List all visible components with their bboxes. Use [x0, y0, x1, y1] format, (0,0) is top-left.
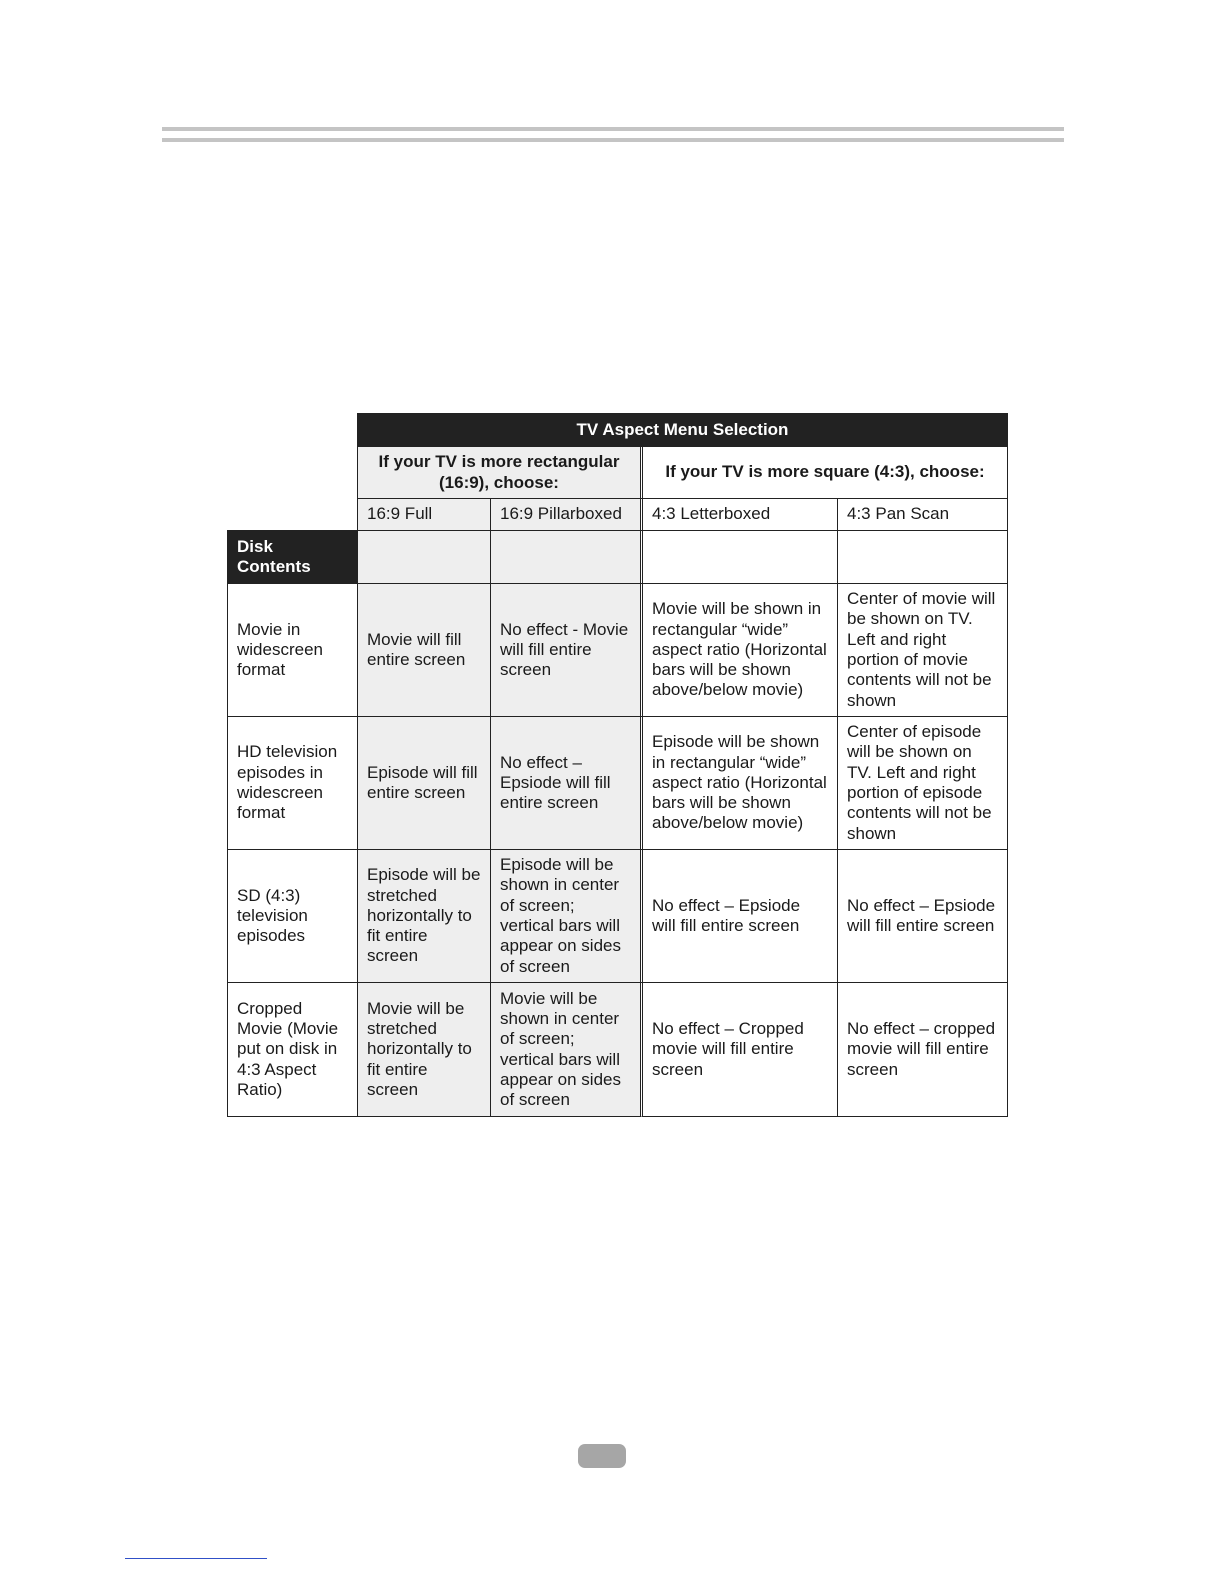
row-header-label: Disk Contents — [227, 530, 358, 584]
table-cell: Movie will be stretched horizontally to fit entire screen — [357, 982, 491, 1117]
header-rule-top — [162, 127, 1064, 131]
empty-cell — [837, 530, 1008, 584]
table-title: TV Aspect Menu Selection — [357, 413, 1008, 447]
empty-cell — [640, 530, 838, 584]
table-cell: No effect – Epsiode will fill entire screen — [640, 849, 838, 983]
row-label: Cropped Movie (Movie put on disk in 4:3 Aspect Ratio) — [227, 982, 358, 1117]
table-cell: Center of episode will be shown on TV. Left and right portion of episode contents will not be shown — [837, 716, 1008, 850]
table-cell: Episode will be shown in rectangular “wide” aspect ratio (Horizontal bars will be shown above/below movie) — [640, 716, 838, 850]
table-cell: Episode will be stretched horizontally to fit entire screen — [357, 849, 491, 983]
column-header: 4:3 Letterboxed — [640, 498, 838, 531]
table-cell: Movie will be shown in rectangular “wide” aspect ratio (Horizontal bars will be shown above/below movie) — [640, 583, 838, 717]
column-header: 16:9 Pillarboxed — [490, 498, 641, 531]
table-cell: Movie will fill entire screen — [357, 583, 491, 717]
column-header: 4:3 Pan Scan — [837, 498, 1008, 531]
table-cell: No effect - Movie will fill entire screen — [490, 583, 641, 717]
empty-cell — [357, 530, 491, 584]
table-cell: Episode will fill entire screen — [357, 716, 491, 850]
column-header: 16:9 Full — [357, 498, 491, 531]
table-cell: No effect – Cropped movie will fill entire screen — [640, 982, 838, 1117]
group-rectangular: If your TV is more rectangular (16:9), choose: — [357, 446, 641, 499]
table-cell: Movie will be shown in center of screen; vertical bars will appear on sides of screen — [490, 982, 641, 1117]
footer-link-underline[interactable] — [125, 1558, 267, 1559]
page-number-tab — [578, 1444, 626, 1468]
header-rule-bottom — [162, 138, 1064, 142]
empty-cell — [490, 530, 641, 584]
group-square: If your TV is more square (4:3), choose: — [640, 446, 1008, 499]
table-cell: Center of movie will be shown on TV. Left and right portion of movie contents will not be shown — [837, 583, 1008, 717]
table-cell: No effect – cropped movie will fill entire screen — [837, 982, 1008, 1117]
row-label: HD television episodes in widescreen format — [227, 716, 358, 850]
row-label: Movie in widescreen format — [227, 583, 358, 717]
table-cell: No effect – Epsiode will fill entire screen — [490, 716, 641, 850]
table-cell: No effect – Epsiode will fill entire screen — [837, 849, 1008, 983]
row-label: SD (4:3) television episodes — [227, 849, 358, 983]
table-cell: Episode will be shown in center of screen; vertical bars will appear on sides of screen — [490, 849, 641, 983]
